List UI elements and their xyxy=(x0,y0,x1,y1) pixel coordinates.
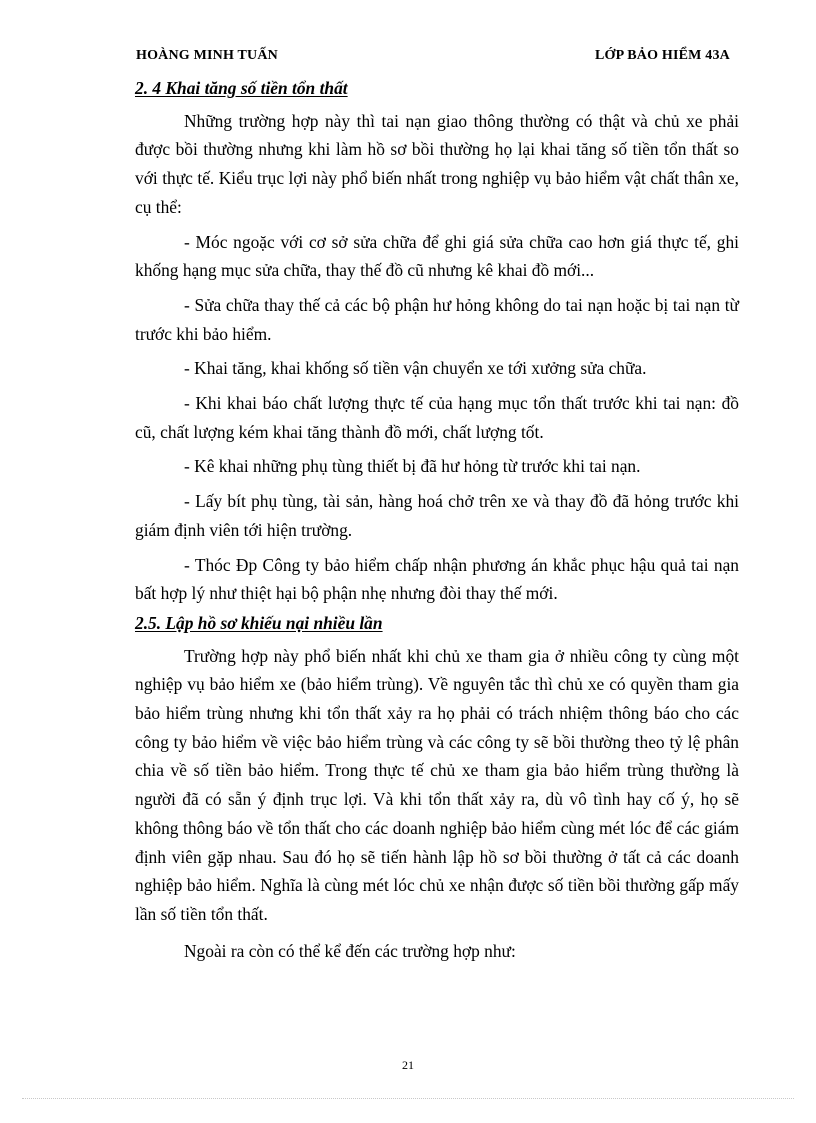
page-number: 21 xyxy=(402,1058,414,1072)
list-item: - Khi khai báo chất lượng thực tế của hạng mục tổn thất trước khi tai nạn: đồ cũ, chất lượng kém khai tăng thành đồ mới, chất lượng tốt. xyxy=(135,393,739,442)
paragraph: Trường hợp này phổ biến nhất khi chủ xe tham gia ở nhiều công ty cùng một nghiệp vụ bảo hiểm xe (bảo hiểm trùng). Về nguyên tắc thì chủ xe có quyền tham gia bảo hiểm trùng nhưng khi tổn thất xảy ra họ phải có trách nhiệm thông báo cho các công ty bảo hiểm về việc bảo hiểm trùng và các công ty sẽ bồi thường theo tỷ lệ phân chia về số tiền bảo hiểm. Trong thực tế chủ xe tham gia bảo hiểm trùng thường là người đã có sẵn ý định trục lợi. Và khi tổn thất xảy ra, dù vô tình hay cố ý, họ sẽ không thông báo về tổn thất cho các doanh nghiệp bảo hiểm cùng mét lóc để các giám định viên gặp nhau. Sau đó họ sẽ tiến hành lập hồ sơ bồi thường ở tất cả các doanh nghiệp bảo hiểm. Nghĩa là cùng mét lóc chủ xe nhận được số tiền bồi thường gấp mấy lần số tiền tổn thất. xyxy=(135,645,739,924)
list-item: - Khai tăng, khai khống số tiền vận chuyển xe tới xưởng sửa chữa. xyxy=(184,358,647,379)
list-item: - Thóc Đp Công ty bảo hiểm chấp nhận phương án khắc phục hậu quả tai nạn bất hợp lý như thiệt hại bộ phận nhẹ nhưng đòi thay thế mới. xyxy=(135,554,739,604)
page-bottom-divider xyxy=(22,1098,794,1099)
page-header xyxy=(136,48,730,68)
header-class: LỚP BẢO HIỂM 43A xyxy=(594,48,730,63)
list-item: - Móc ngoặc với cơ sở sửa chữa để ghi giá sửa chữa cao hơn giá thực tế, ghi khống hạng mục sửa chữa, thay thế đồ cũ nhưng kê khai đồ mới... xyxy=(135,231,739,281)
list-item: - Sửa chữa thay thế cả các bộ phận hư hỏng không do tai nạn hoặc bị tai nạn từ trước khi bảo hiểm. xyxy=(135,294,739,344)
list-item: - Kê khai những phụ tùng thiết bị đã hư hỏng từ trước khi tai nạn. xyxy=(184,456,641,477)
paragraph: Những trường hợp này thì tai nạn giao thông thường có thật và chủ xe phải được bồi thường nhưng khi làm hồ sơ bồi thường họ lại khai tăng số tiền tổn thất so với thực tế. Kiểu trục lợi này phổ biến nhất trong nghiệp vụ bảo hiểm vật chất thân xe, cụ thể: xyxy=(135,110,739,217)
section-heading: 2.5. Lập hồ sơ khiếu nại nhiều lần xyxy=(135,612,383,633)
paragraph: Ngoài ra còn có thể kể đến các trường hợp như: xyxy=(184,940,516,961)
header-author: HOÀNG MINH TUẤN xyxy=(136,48,278,63)
section-heading: 2. 4 Khai tăng số tiền tổn thất xyxy=(135,78,348,98)
document-body xyxy=(135,74,739,966)
list-item: - Lấy bít phụ tùng, tài sản, hàng hoá chở trên xe và thay đồ đã hỏng trước khi giám định viên tới hiện trường. xyxy=(135,491,739,540)
